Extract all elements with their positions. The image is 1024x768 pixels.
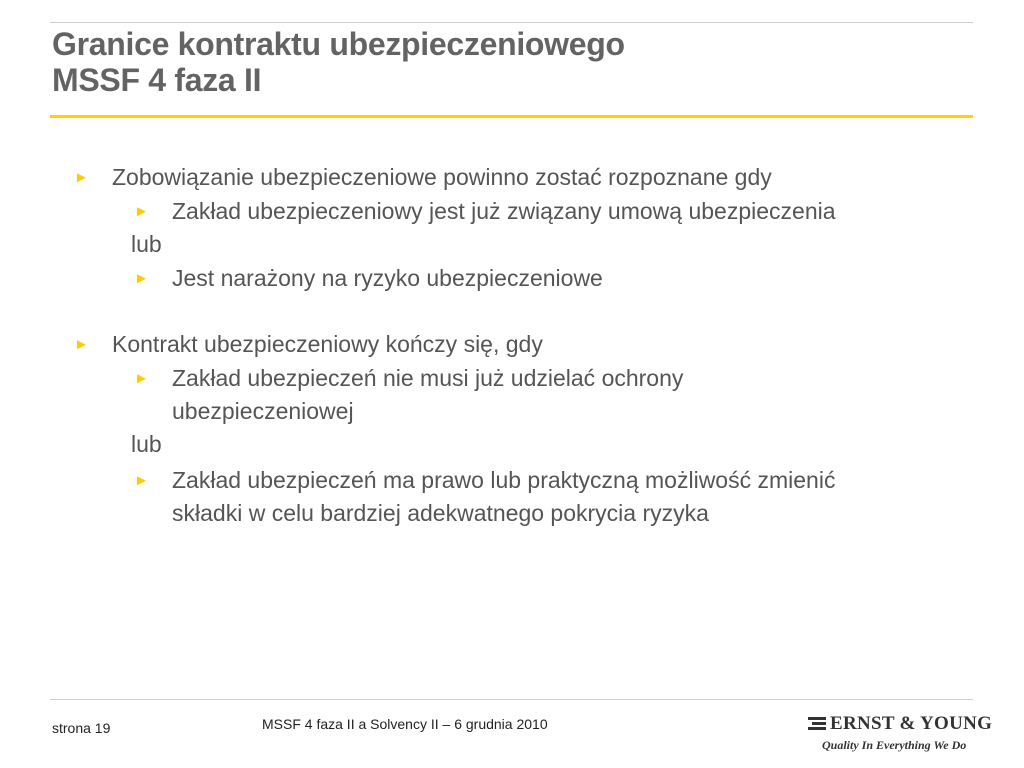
sub-bullet-arrow-icon: ►: [134, 203, 149, 220]
page-number: strona 19: [52, 720, 111, 736]
slide-title-line-1: Granice kontraktu ubezpieczeniowego: [52, 26, 625, 62]
bullet-2-sub-1-line-2: ubezpieczeniowej: [172, 398, 354, 424]
bullet-1-text: Zobowiązanie ubezpieczeniowe powinno zostać rozpoznane gdy: [112, 164, 772, 190]
footer-rule: [50, 699, 973, 700]
slide-title-line-2: MSSF 4 faza II: [52, 62, 262, 98]
logo-bars-icon: [808, 717, 826, 733]
sub-bullet-arrow-icon: ►: [134, 270, 149, 287]
bullet-1-sub-1: Zakład ubezpieczeniowy jest już związany umową ubezpieczenia: [172, 198, 836, 224]
bullet-1-sub-2: Jest narażony na ryzyko ubezpieczeniowe: [172, 265, 603, 291]
ernst-young-logo: [808, 712, 993, 756]
bullet-2-connector: lub: [131, 431, 162, 457]
sub-bullet-arrow-icon: ►: [134, 472, 149, 489]
bullet-arrow-icon: ►: [74, 336, 89, 353]
bullet-1-connector: lub: [131, 231, 162, 257]
footer-caption: MSSF 4 faza II a Solvency II – 6 grudnia 2010: [262, 716, 548, 732]
sub-bullet-arrow-icon: ►: [134, 370, 149, 387]
bullet-2-sub-2-line-2: składki w celu bardziej adekwatnego pokrycia ryzyka: [172, 500, 709, 526]
bullet-2-sub-1-line-1: Zakład ubezpieczeń nie musi już udzielać ochrony: [172, 365, 684, 391]
bullet-2-text: Kontrakt ubezpieczeniowy kończy się, gdy: [112, 331, 543, 357]
logo-tagline: Quality In Everything We Do: [822, 738, 967, 752]
bullet-arrow-icon: ►: [74, 169, 89, 186]
bullet-2-sub-2-line-1: Zakład ubezpieczeń ma prawo lub praktyczną możliwość zmienić: [172, 467, 836, 493]
logo-name: ERNST & YOUNG: [830, 713, 993, 734]
